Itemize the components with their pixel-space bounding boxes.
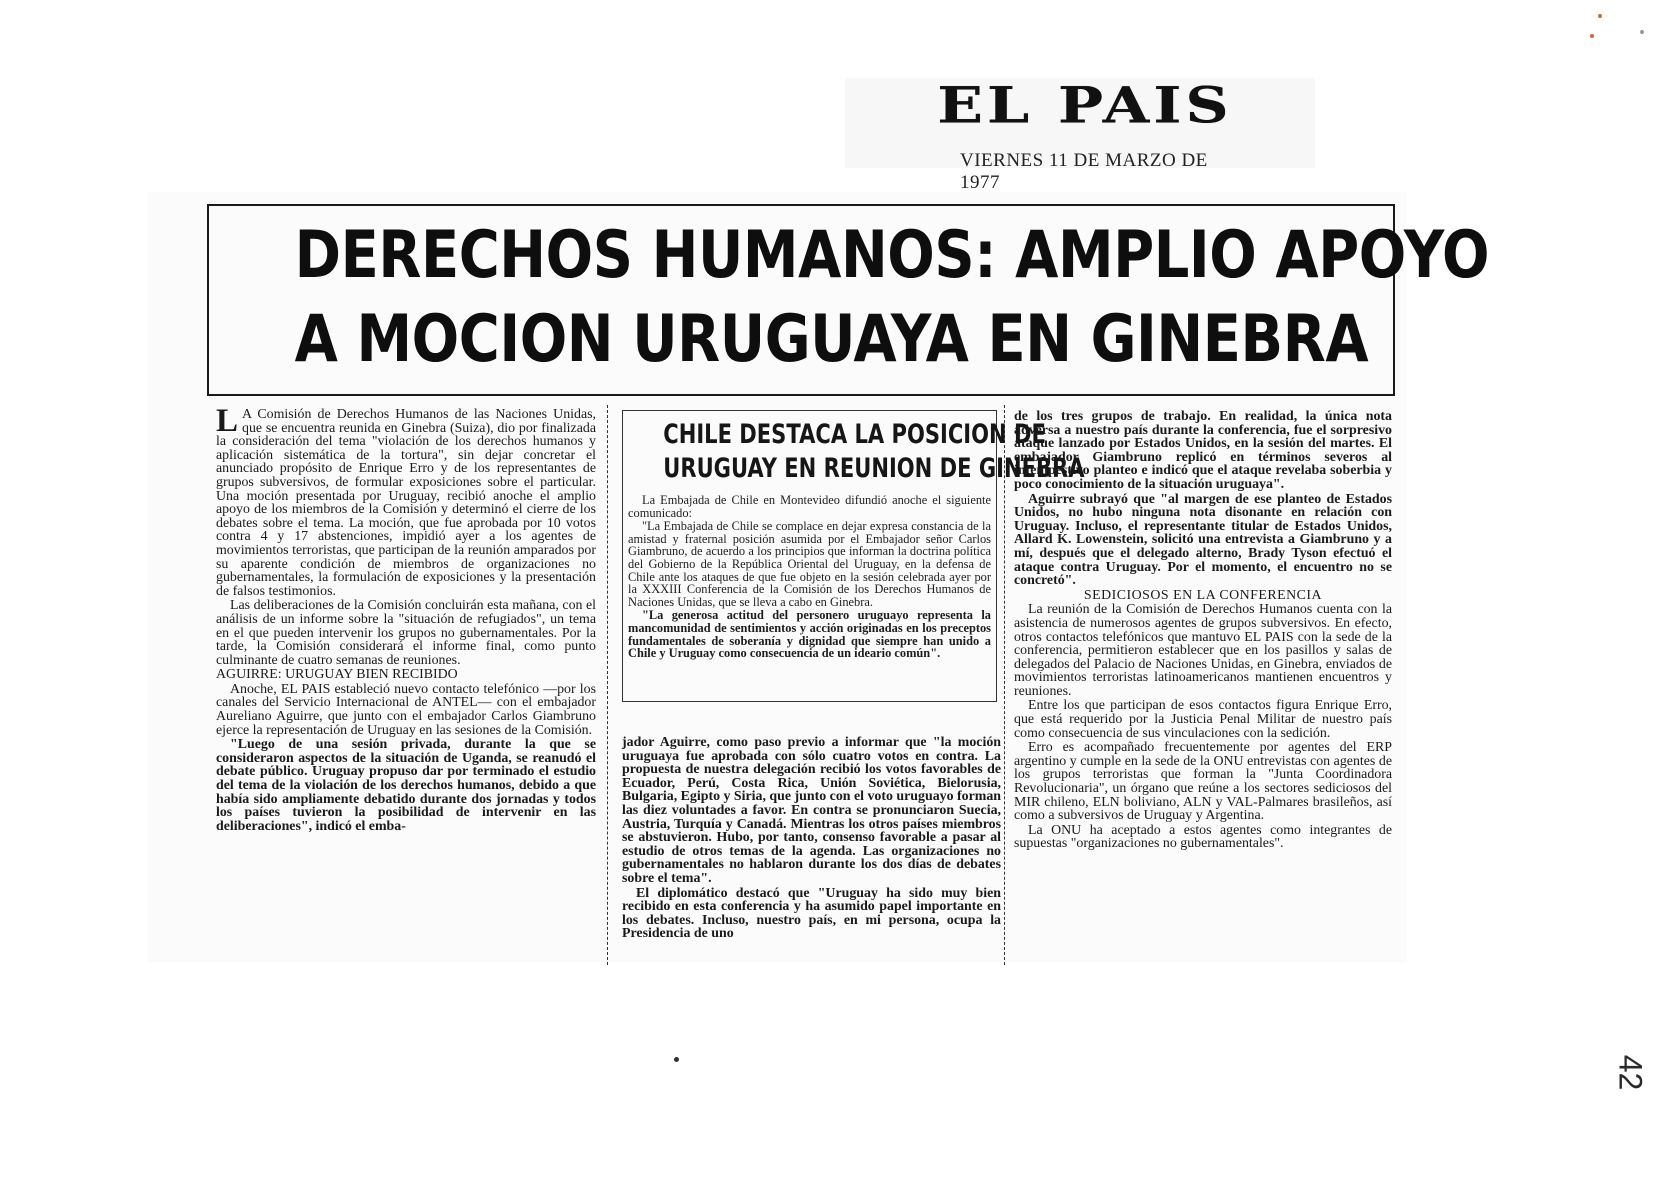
subheading: AGUIRRE: URUGUAY BIEN RECIBIDO xyxy=(216,667,458,683)
column-rule xyxy=(1004,405,1005,965)
paper-speck xyxy=(1598,14,1602,18)
paper-speck xyxy=(1640,30,1644,34)
paragraph: Erro es acompañado frecuentemente por agentes del ERP argentino y cumple en la sede de la ONU entrevistas con agentes de los grupos terroristas que forman la "Junta Coordinadora Revolucionaria", un órgano que reúne a los sectores sediciosos del MIR chileno, ELN boliviano, ALN y VAL-Palmares brasileños, así como a subversivos de Uruguay y Argentina. xyxy=(1014,740,1392,824)
paragraph: de los tres grupos de trabajo. En realidad, la única nota adversa a nuestro país durante la conferencia, fue el sorpresivo ataque lanzado por Estados Unidos, en la sesión del martes. El embajador Giambruno replicó en términos severos al intempestivo planteo e indicó que el ataque revelaba soberbia y poco conocimiento de la situación uruguaya". xyxy=(1014,409,1392,492)
paragraph: La reunión de la Comisión de Derechos Humanos cuenta con la asistencia de numerosos agentes de grupos subversivos. En efecto, otros contactos telefónicos que mantuvo EL PAIS con la sede de la conferencia, permitieron establecer que en los pasillos y salas de delegados del Palacio de Naciones Unidas, en Ginebra, enviados de movimientos terroristas latinoamericanos mantienen encuentros y reuniones. xyxy=(1014,602,1392,699)
subheading: SEDICIOSOS EN LA CONFERENCIA xyxy=(1083,587,1323,603)
article-column-2 xyxy=(622,736,1001,942)
newspaper-logo: EL PAIS xyxy=(937,77,1233,135)
paragraph: El diplomático destacó que "Uruguay ha sido muy bien recibido en esta conferencia y ha asumido papel importante en los debates. Incluso, nuestro país, en mi persona, ocupa la Presidencia de uno xyxy=(622,885,1001,942)
handwritten-page-number: 42 xyxy=(1612,1054,1649,1091)
inset-headline-line-1: CHILE DESTACA LA POSICION DE xyxy=(663,419,1046,450)
paragraph: "La generosa actitud del personero uruguayo representa la mancomunidad de sentimientos y acción originadas en los preceptos fundamentales de soberanía y dignidad que siempre han unido a Chile y Uruguay como consecuencia de un ideario común". xyxy=(628,608,991,661)
article-column-1 xyxy=(216,403,596,834)
paragraph: Entre los que participan de esos contactos figura Enrique Erro, que está requerido por la Justicia Penal Militar de nuestro país como consecuencia de sus vinculaciones con la sedición. xyxy=(1014,698,1392,741)
headline-line-2: A MOCION URUGUAYA EN GINEBRA xyxy=(294,302,1369,377)
drop-cap: L xyxy=(216,403,239,439)
ink-dot xyxy=(674,1057,679,1062)
paragraph: La ONU ha aceptado a estos agentes como integrantes de supuestas "organizaciones no gubernamentales". xyxy=(1014,822,1392,852)
paragraph xyxy=(216,403,596,599)
paragraph: "La Embajada de Chile se complace en dejar expresa constancia de la amistad y fraternal posición asumida por el Embajador señor Carlos Giambruno, de acuerdo a los principios que informan la doctrina política del Gobierno de la República Oriental del Uruguay, en la defensa de Chile ante los ataques de que fue objeto en la sesión celebrada ayer por la XXXIII Conferencia de la Comisión de los Derechos Humanos de Naciones Unidas, que se lleva a cabo en Ginebra. xyxy=(628,519,991,609)
headline-line-1: DERECHOS HUMANOS: AMPLIO APOYO xyxy=(294,218,1490,293)
paragraph: Las deliberaciones de la Comisión concluirán esta mañana, con el análisis de un informe sobre la "situación de refugiados", un tema en el que pueden intervenir los grupos no gubernamentales. Por la tarde, la Comisión considerará el informe final, como punto culminante de cuatro semanas de reuniones. xyxy=(216,598,596,668)
main-headline xyxy=(294,214,1490,382)
publication-date: VIERNES 11 DE MARZO DE 1977 xyxy=(960,150,1208,193)
article-column-3 xyxy=(1014,410,1392,852)
column-rule xyxy=(607,405,608,965)
paragraph: Aguirre subrayó que "al margen de ese planteo de Estados Unidos, no hubo ninguna nota disonante en relación con Uruguay. Incluso, el representante titular de Estados Unidos, Allard K. Lowenstein, solicitó una entrevista a Giambruno y a mí, después que el delegado alterno, Brady Tyson efectuó el ataque contra Uruguay. Por el momento, el encuentro no se concretó". xyxy=(1014,491,1392,589)
paper-speck xyxy=(1590,34,1594,38)
paragraph: jador Aguirre, como paso previo a informar que "la moción uruguaya fue aprobada con sólo cuatro votos en contra. La propuesta de nuestra delegación recibió los votos favorables de Ecuador, Perú, Costa Rica, Unión Soviética, Bielorusia, Bulgaria, Egipto y Siria, que junto con el voto uruguayo forman las diez voluntades a favor. En contra se pronunciaron Suecia, Austria, Turquía y Canadá. Mientras los otros países miembros se abstuvieron. Hubo, por tanto, consenso favorable a pasar al estudio de otros temas de la agenda. Las organizaciones no gubernamentales no hablaron durante los dos días de debates sobre el tema". xyxy=(622,735,1001,886)
paragraph: Anoche, EL PAIS estableció nuevo contacto telefónico —por los canales del Servicio Internacional de ANTEL— con el embajador Aureliano Aguirre, que junto con el embajador Carlos Giambruno ejerce la representación de Uruguay en las sesiones de la Comisión. xyxy=(216,681,596,738)
paragraph-text: A Comisión de Derechos Humanos de las Naciones Unidas, que se encuentra reunida en Ginebra (Suiza), dio por finalizada la consideración del tema "violación de los derechos humanos y aplicación sistemática de la tortura", sin dejar concretar el anunciado propósito de Enrique Erro y de los representantes de grupos subversivos, de formular exposiciones sobre el particular. Una moción presentada por Uruguay, recibió anoche el amplio apoyo de los miembros de la Comisión y determinó el cierre de los debates sobre el tema. La moción, que fue aprobada por 10 votos contra 4 y 17 abstenciones, impidió ayer a los agentes de movimientos terroristas, que participan de la reunión amparados por su aparente condición de miembros de organizaciones no gubernamentales, la formulación de exposiciones y la presentación de falsos testimonios. xyxy=(216,407,596,599)
paragraph: "Luego de una sesión privada, durante la que se consideraron aspectos de la situación de Uganda, se reanudó el debate público. Uruguay propuso dar por terminado el estudio del tema de la violación de los derechos humanos, debido a que había sido ampliamente debatido durante dos jornadas y todos los países tuvieron la posibilidad de intervenir en las deliberaciones", indicó el emba- xyxy=(216,737,596,834)
inset-headline xyxy=(663,418,1085,486)
inset-body xyxy=(628,494,991,661)
paragraph: La Embajada de Chile en Montevideo difundió anoche el siguiente comunicado: xyxy=(628,493,991,520)
inset-headline-line-2: URUGUAY EN REUNION DE GINEBRA xyxy=(663,453,1085,484)
